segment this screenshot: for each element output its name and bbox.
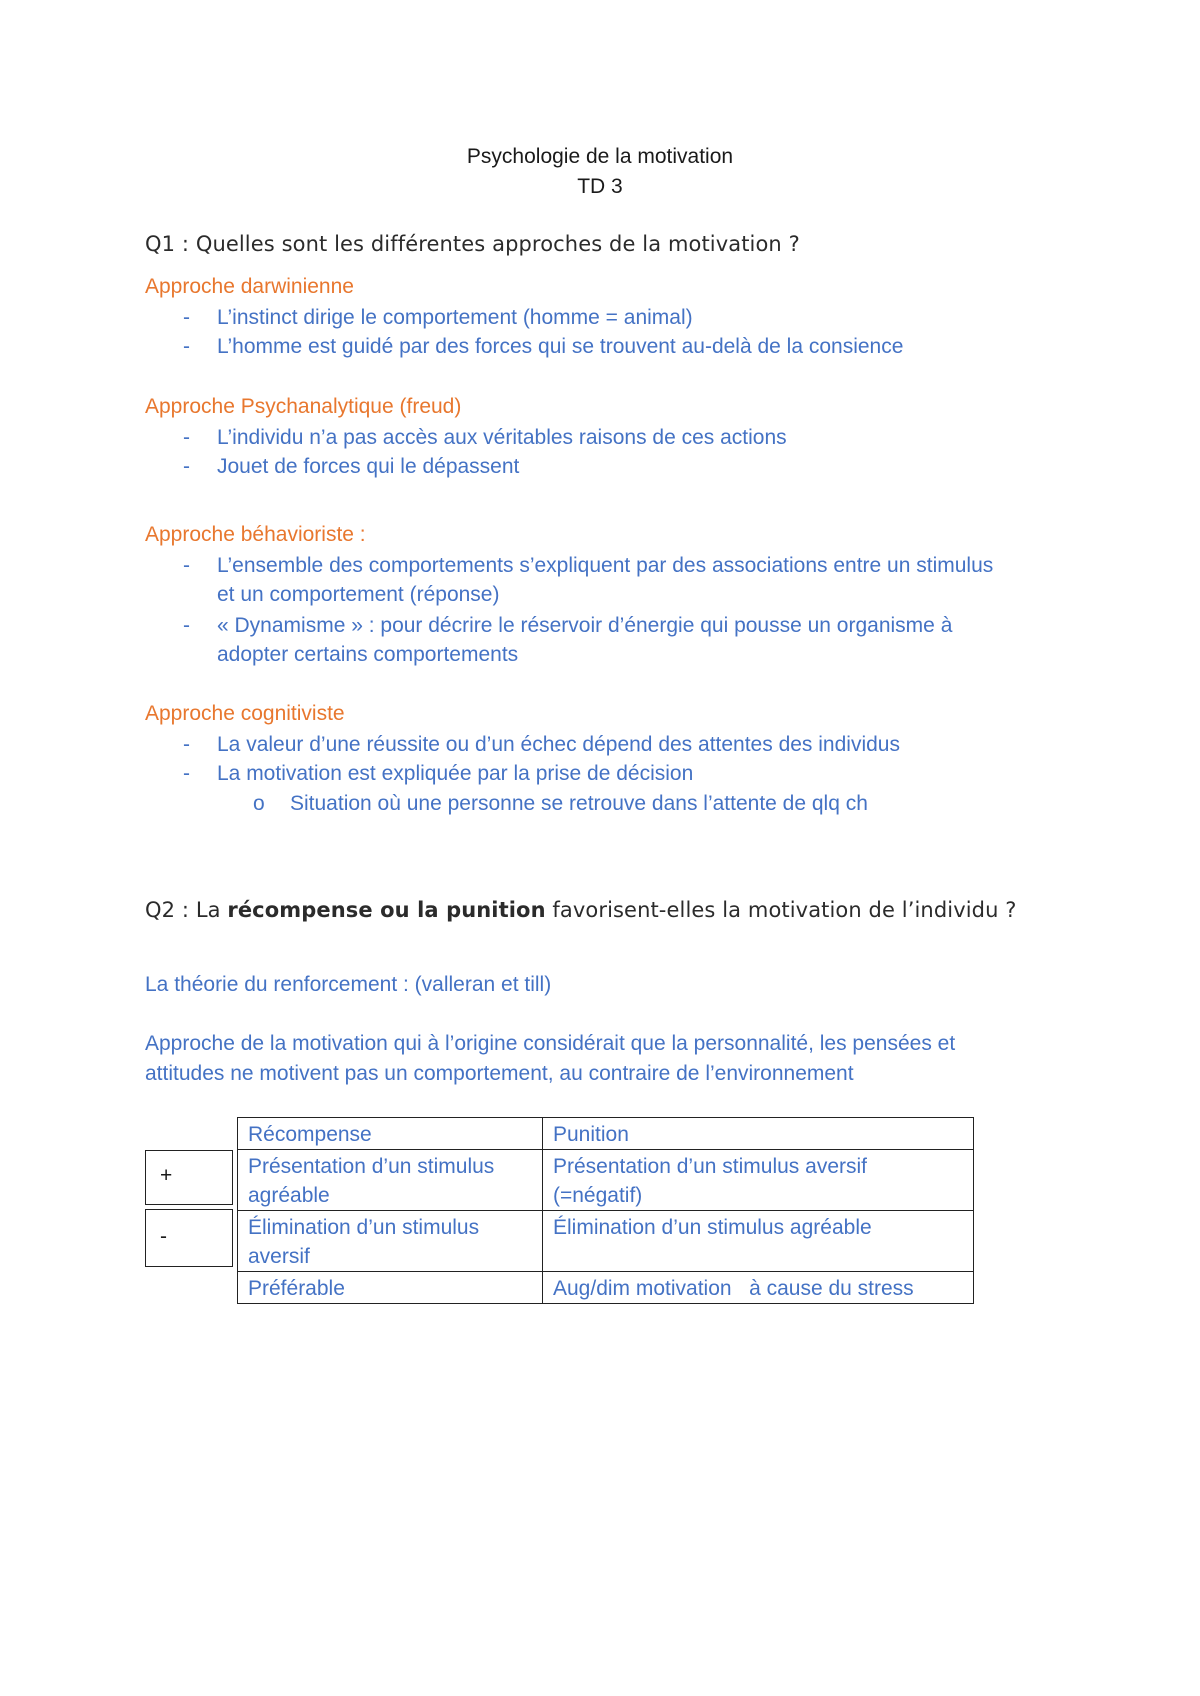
sub-list-item-text: Situation où une personne se retrouve dans l’attente de qlq ch [290,792,868,815]
table-row [238,1211,974,1272]
list-item-text: L’ensemble des comportements s’expliquent par des associations entre un stimulus [217,554,994,577]
list-item-text: La motivation est expliquée par la prise de décision [217,762,694,785]
section-heading-behavioriste: Approche béhavioriste : [145,523,366,546]
list-item-text: Jouet de forces qui le dépassent [217,455,520,478]
dash-bullet: - [183,455,190,478]
table-header-cell: Récompense [238,1118,543,1150]
table-cell-line: Élimination d’un stimulus [248,1216,480,1239]
document-subtitle: TD 3 [577,175,623,198]
table-row [238,1272,974,1304]
table-cell-line: agréable [248,1184,330,1207]
question-2-bold: récompense ou la punition [227,898,546,922]
paragraph-line-1: Approche de la motivation qui à l’origine considérait que la personnalité, les pensées et [145,1032,956,1055]
dash-bullet: - [183,762,190,785]
paragraph-line-2: attitudes ne motivent pas un comportement, au contraire de l’environnement [145,1062,854,1085]
table-header-row [238,1118,974,1150]
question-2-prefix: Q2 : La [145,898,228,922]
list-item-text: L’homme est guidé par des forces qui se trouvent au-delà de la consience [217,335,904,358]
question-2 [145,898,1017,922]
reinforcement-table [237,1117,974,1304]
table-cell-line: Présentation d’un stimulus aversif [553,1155,867,1178]
table-cell [238,1211,543,1272]
circle-bullet: o [253,792,265,815]
table-cell: Préférable [238,1272,543,1304]
dash-bullet: - [183,554,190,577]
list-item-text: « Dynamisme » : pour décrire le réservoir d’énergie qui pousse un organisme à [217,614,953,637]
table-cell [238,1150,543,1211]
dash-bullet: - [183,335,190,358]
dash-bullet: - [183,614,190,637]
list-item-text: L’instinct dirige le comportement (homme = animal) [217,306,693,329]
section-heading-darwinienne: Approche darwinienne [145,275,354,298]
question-1: Q1 : Quelles sont les différentes approches de la motivation ? [145,232,800,256]
document-title: Psychologie de la motivation [466,145,734,168]
table-cell-line: aversif [248,1245,310,1268]
dash-bullet: - [183,306,190,329]
section-heading-psychanalytique: Approche Psychanalytique (freud) [145,395,462,418]
list-item-text: et un comportement (réponse) [217,583,500,606]
table-cell-line: (=négatif) [553,1184,643,1207]
list-item-text: La valeur d’une réussite ou d’un échec dépend des attentes des individus [217,733,900,756]
sign-box-plus: + [145,1150,233,1205]
list-item-text: adopter certains comportements [217,643,519,666]
section-heading-cognitiviste: Approche cognitiviste [145,702,345,725]
sign-box-minus: - [145,1209,233,1267]
table-header-cell: Punition [543,1118,974,1150]
table-cell-line: Présentation d’un stimulus [248,1155,495,1178]
question-2-suffix: favorisent-elles la motivation de l’individu ? [545,898,1017,922]
table-cell: Aug/dim motivation à cause du stress [543,1272,974,1304]
dash-bullet: - [183,733,190,756]
table-cell [543,1211,974,1272]
table-cell-line: Élimination d’un stimulus agréable [553,1216,872,1239]
list-item-text: L’individu n’a pas accès aux véritables raisons de ces actions [217,426,787,449]
table-cell [543,1150,974,1211]
dash-bullet: - [183,426,190,449]
theory-heading: La théorie du renforcement : (valleran et till) [145,973,552,996]
table-row [238,1150,974,1211]
